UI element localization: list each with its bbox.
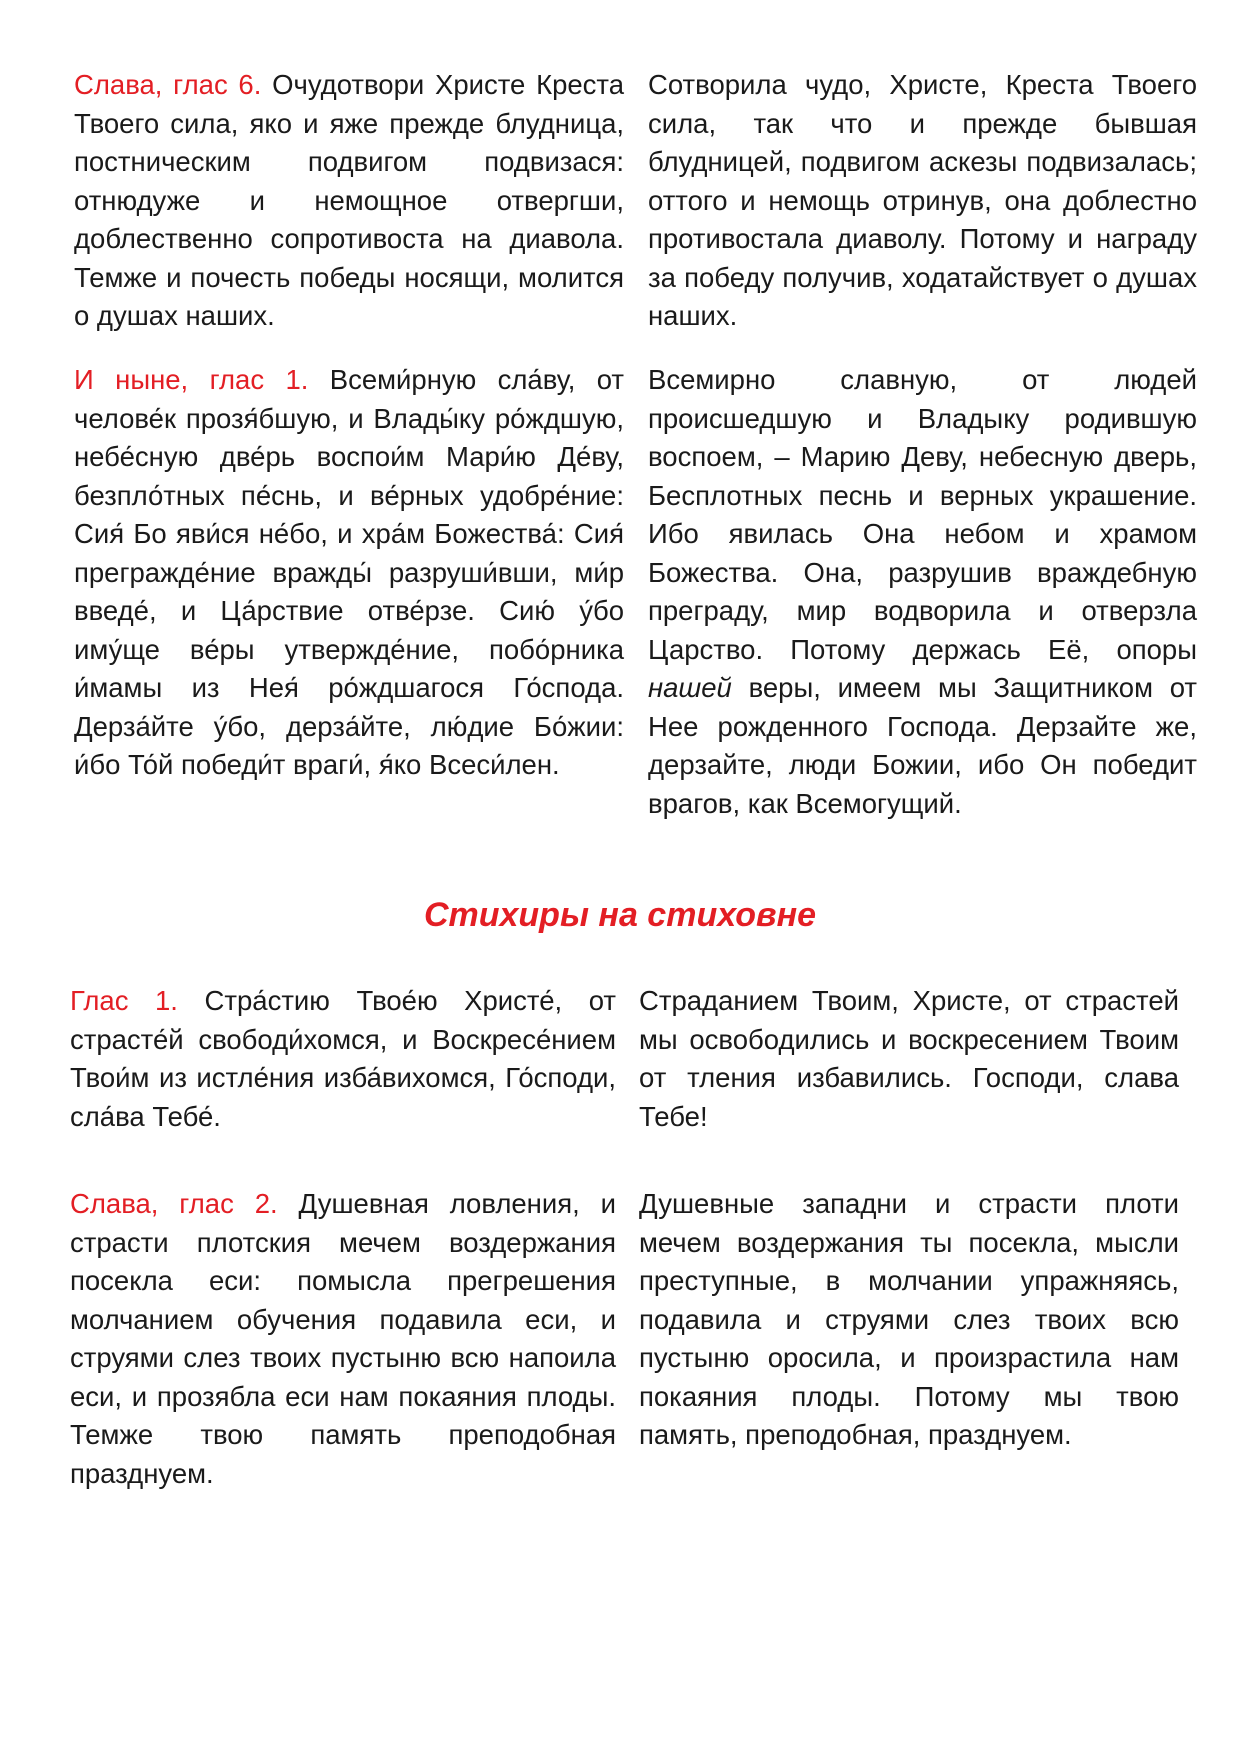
- russian-translation-column: [639, 982, 1179, 1136]
- russian-translation-column: [648, 361, 1197, 823]
- russian-translation-text: Всемирно славную, от людей происшедшую и Владыку родившую воспоем, – Марию Деву, небесную дверь, Бесплотных песнь и верных украшение. Ибо явилась Она небом и храмом Божества. Она, разрушив враждебную преграду, мир водворила и отверзла Царство. Потому держась Её, опоры: [648, 364, 1197, 665]
- church-slavonic-column: [74, 66, 624, 336]
- verse-label: И ныне, глас 1.: [74, 364, 309, 395]
- church-slavonic-text: Стра́стию Твое́ю Христе́, от страсте́й свободи́хомся, и Воскресе́нием Твои́м из истле́ния изба́вихомся, Го́споди, сла́ва Тебе́.: [70, 985, 616, 1132]
- italic-word: нашей: [648, 672, 732, 703]
- stichera-row: [70, 982, 1179, 1136]
- church-slavonic-text: Всеми́рную сла́ву, от челове́к прозя́бшую, и Влады́ку ро́ждшую, небе́сную две́рь воспои́м Мари́ю Де́ву, безпло́тных пе́снь, и ве́рных удобре́ние: Сия́ Бо яви́ся не́бо, и хра́м Божества́: Сия́ прегражде́ние вражды́ разруши́вши, ми́р введе́, и Ца́рствие отве́рзе. Сию́ у́бо иму́ще ве́ры утвержде́ние, побо́рника и́мамы из Нея́ ро́ждшагося Го́спода. Дерза́йте у́бо, дерза́йте, лю́дие Бо́жии: и́бо То́й победи́т враги́, я́ко Всеси́лен.: [74, 364, 625, 780]
- verse-label: Глас 1.: [70, 985, 178, 1016]
- russian-translation-text: веры, имеем мы Защитником от Нее рожденного Господа. Дерзайте же, дерзайте, люди Божии, ибо Он победит врагов, как Всемогущий.: [648, 672, 1198, 819]
- russian-translation-text: Сотворила чудо, Христе, Креста Твоего сила, так что и прежде бывшая блудницей, подвигом аскезы подвизалась; оттого и немощь отринув, она доблестно противостала диаволу. Потому и награду за победу получив, ходатайствует о душах наших.: [648, 69, 1197, 331]
- russian-translation-text: Страданием Твоим, Христе, от страстей мы освободились и воскресением Твоим от тления избавились. Господи, слава Тебе!: [639, 985, 1179, 1132]
- stichera-row: [74, 66, 1197, 336]
- stichera-row: [70, 1185, 1179, 1493]
- russian-translation-text: Душевные западни и страсти плоти мечем воздержания ты посекла, мысли преступные, в молчании упражняясь, подавила и струями слез твоих всю пустыню оросила, и произрастила нам покаяния плоды. Потому мы твою память, преподобная, празднуем.: [639, 1188, 1179, 1450]
- russian-translation-column: [648, 66, 1197, 336]
- church-slavonic-text: Очудотвори Христе Креста Твоего сила, яко и яже прежде блудница, постническим подвигом подвизася: отнюдуже и немощное отвергши, доблественно сопротивоста на диавола. Темже и почесть победы носящи, молится о душах наших.: [74, 69, 625, 331]
- section-heading: Стихиры на стиховне: [423, 896, 817, 934]
- russian-translation-column: [639, 1185, 1179, 1493]
- church-slavonic-column: [70, 1185, 616, 1493]
- verse-label: Слава, глас 6.: [74, 69, 262, 100]
- verse-label: Слава, глас 2.: [70, 1188, 278, 1219]
- stichera-row: [74, 361, 1197, 823]
- church-slavonic-text: Душевная ловления, и страсти плотския мечем воздержания посекла еси: помысла прегрешения молчанием обучения подавила еси, и струями слез твоих пустыню всю напоила еси, и прозябла еси нам покаяния плоды. Темже твою память преподобная празднуем.: [70, 1188, 616, 1489]
- church-slavonic-column: [70, 982, 616, 1136]
- church-slavonic-column: [74, 361, 624, 823]
